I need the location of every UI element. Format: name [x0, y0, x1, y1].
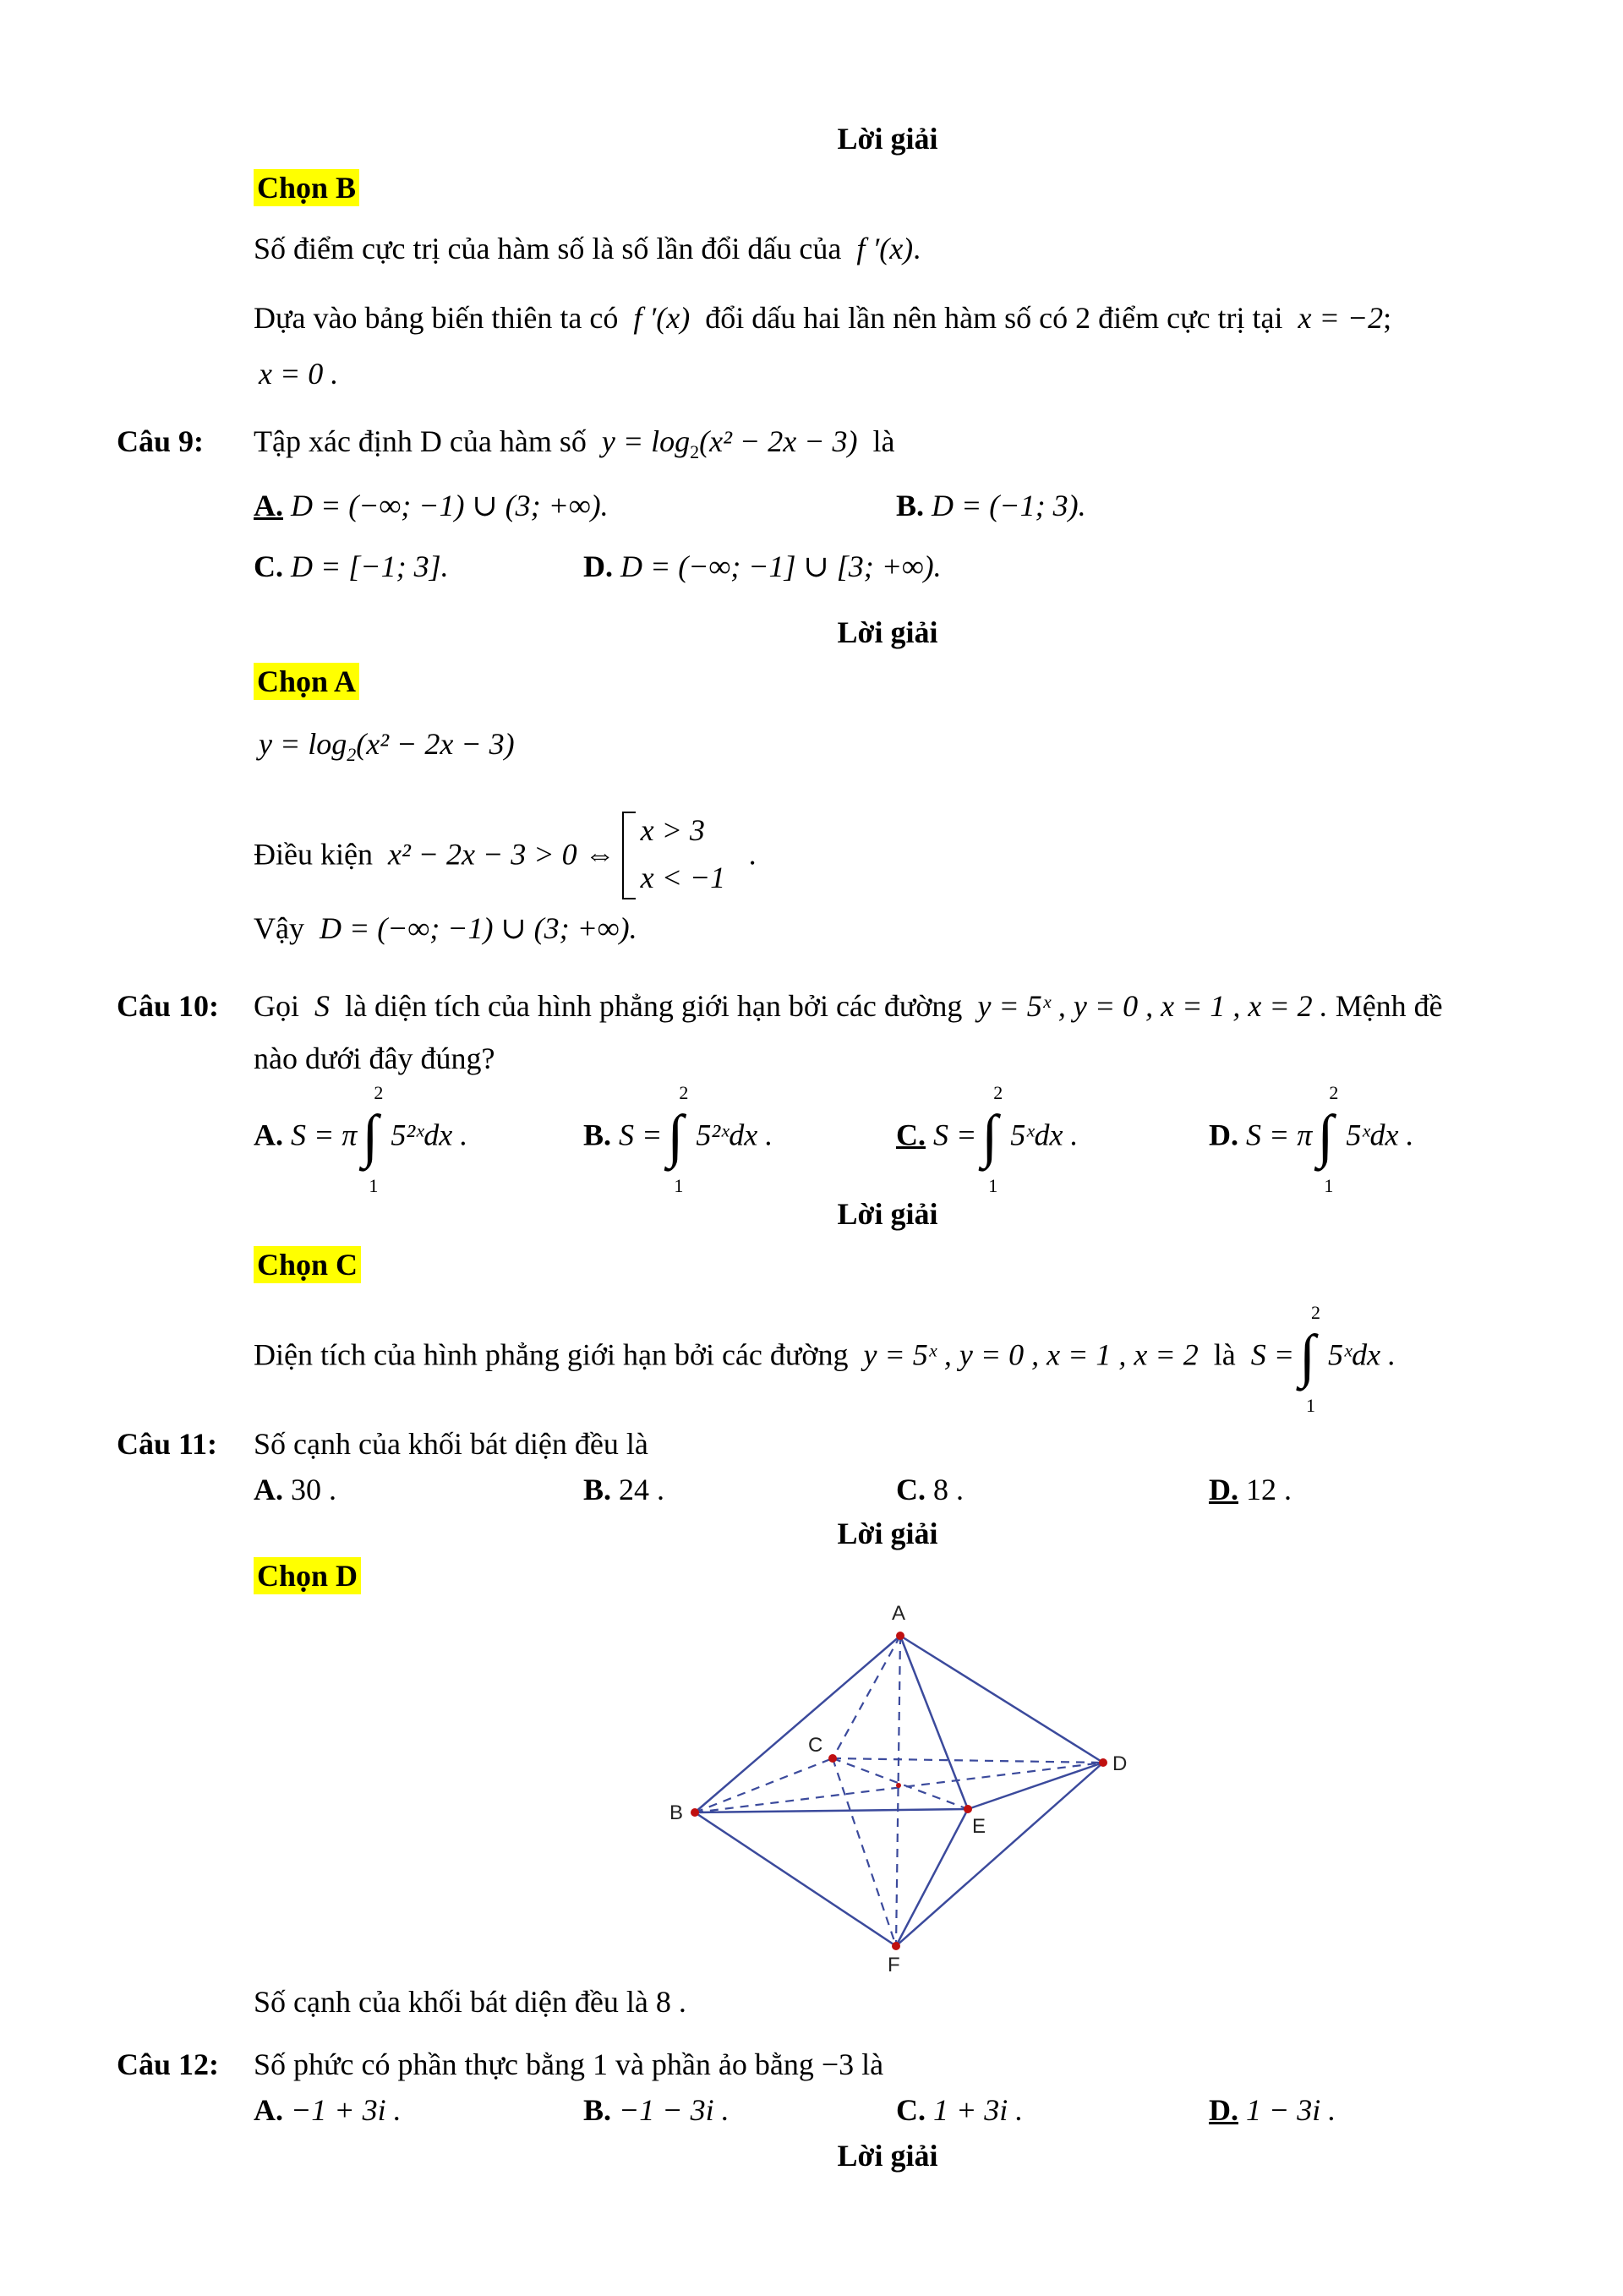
sol8-line-1: Số điểm cực trị của hàm số là số lần đổi dấu của f ′(x). [254, 232, 921, 265]
question-12: Câu 12: [117, 2047, 220, 2081]
label-a: A [892, 1602, 906, 1625]
label-d: D [1112, 1752, 1128, 1775]
edge-bf [695, 1812, 896, 1946]
label-c: C [808, 1734, 823, 1757]
q10-solution: Diện tích của hình phẳng giới hạn bởi các đường y = 5ˣ , y = 0 , x = 1 , x = 2 là S = ∫ 2 1 5ˣdx . [254, 1302, 1396, 1416]
question-9-text: Tập xác định D của hàm số $y = \log_2(x^2 - 2x - 3)$ là [254, 424, 895, 462]
edge-ed [968, 1763, 1103, 1809]
edge-ab [695, 1636, 900, 1812]
edge-cd [833, 1758, 1103, 1763]
q10-option-d: D. S = π ∫ 2 1 5ˣdx . [1209, 1082, 1414, 1196]
question-11-text: Số cạnh của khối bát diện đều là [254, 1427, 648, 1461]
vertex-b [691, 1808, 699, 1817]
answer-choice-a: Chọn A [254, 666, 359, 697]
q9-option-b: B. D = (−1; 3). [896, 489, 1086, 522]
edge-cf [833, 1758, 896, 1946]
label-f: F [888, 1954, 900, 1976]
edge-bc [695, 1758, 833, 1812]
answer-choice-c: Chọn C [254, 1249, 361, 1280]
q12-option-b: B. −1 − 3i . [583, 2093, 730, 2127]
q9-sol-condition: Điều kiện x² − 2x − 3 > 0 ⇔ x > 3 x < −1 . [254, 817, 757, 898]
edge-ae [900, 1636, 968, 1809]
q9-sol-function: $y = \log_2(x^2 - 2x - 3)$ [259, 727, 515, 765]
solution-heading: Lời giải [837, 1517, 938, 1550]
q12-option-c: C. 1 + 3i . [896, 2093, 1024, 2127]
q11-option-a: A. 30 . [254, 1473, 336, 1506]
diagonal-af [896, 1636, 900, 1946]
edge-ac [833, 1636, 900, 1758]
q11-conclusion: Số cạnh của khối bát diện đều là 8 . [254, 1985, 686, 2019]
question-10-text-line2: nào dưới đây đúng? [254, 1041, 495, 1075]
edge-ad [900, 1636, 1103, 1763]
inequality-system: x > 3 x < −1 [622, 817, 749, 898]
question-11: Câu 11: [117, 1427, 218, 1461]
vertex-d [1099, 1758, 1107, 1767]
q11-option-c: C. 8 . [896, 1473, 964, 1506]
q9-sol-conclusion: Vậy D = (−∞; −1) ∪ (3; +∞). [254, 911, 637, 945]
q11-option-d: D. 12 . [1209, 1473, 1292, 1506]
vertex-a [896, 1632, 904, 1640]
edge-ef [896, 1809, 968, 1946]
q9-option-a: A. D = (−∞; −1) ∪ (3; +∞). [254, 489, 609, 522]
edge-be [695, 1809, 968, 1812]
q10-option-b: B. S = ∫ 2 1 5²ˣdx . [583, 1082, 773, 1196]
sol8-line-3: x = 0 . [259, 357, 339, 391]
question-10-text: Gọi S là diện tích của hình phẳng giới hạn bởi các đường y = 5ˣ , y = 0 , x = 1 , x = 2 . Mệnh đề [254, 989, 1443, 1023]
q9-option-c: C. D = [−1; 3]. [254, 549, 449, 583]
q10-option-a: A. S = π ∫ 2 1 5²ˣdx . [254, 1082, 468, 1196]
label-e: E [972, 1815, 986, 1838]
solution-heading: Lời giải [837, 615, 938, 649]
label-b: B [669, 1801, 684, 1824]
question-12-text: Số phức có phần thực bằng 1 và phần ảo bằng −3 là [254, 2047, 884, 2081]
solution-heading: Lời giải [837, 2139, 938, 2173]
center-point [896, 1783, 901, 1788]
question-9: Câu 9: [117, 424, 205, 458]
question-10: Câu 10: [117, 989, 220, 1023]
q9-option-d: D. D = (−∞; −1] ∪ [3; +∞). [583, 549, 942, 583]
q12-option-d: D. 1 − 3i . [1209, 2093, 1336, 2127]
vertex-c [828, 1754, 837, 1763]
vertex-e [964, 1805, 972, 1813]
vertex-f [892, 1942, 900, 1950]
solution-heading: Lời giải [837, 122, 938, 156]
q11-option-b: B. 24 . [583, 1473, 665, 1506]
q10-option-c: C. S = ∫ 2 1 5ˣdx . [896, 1082, 1079, 1196]
q12-option-a: A. −1 + 3i . [254, 2093, 402, 2127]
answer-choice-b: Chọn B [254, 172, 359, 203]
answer-choice-d: Chọn D [254, 1561, 361, 1591]
octahedron-figure [642, 1589, 1150, 1978]
sol8-line-2: Dựa vào bảng biến thiên ta có f ′(x) đổi dấu hai lần nên hàm số có 2 điểm cực trị tại x = −2; [254, 301, 1392, 335]
edge-df [896, 1763, 1103, 1946]
solution-heading: Lời giải [837, 1197, 938, 1231]
